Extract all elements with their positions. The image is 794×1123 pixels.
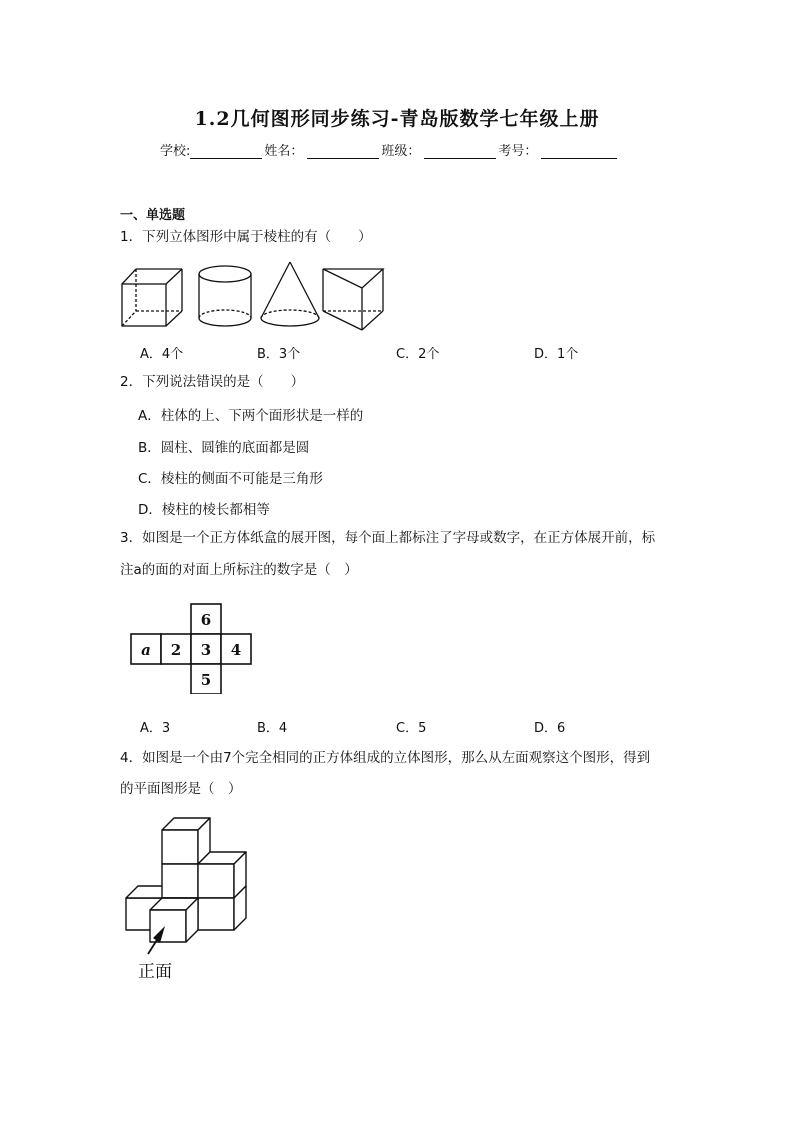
- q1-solids-figure: [118, 260, 388, 334]
- class-label: 班级：: [381, 144, 421, 159]
- page-title: 1.2几何图形同步练习-青岛版数学七年级上册: [194, 108, 600, 130]
- net-label-4: 4: [230, 641, 242, 659]
- q3-cube-net-figure: [128, 602, 254, 694]
- net-label-6: 6: [200, 611, 212, 629]
- q2-option-b: B．圆柱、圆锥的底面都是圆: [138, 440, 310, 456]
- class-blank: [424, 144, 496, 159]
- name-label: 姓名：: [264, 144, 304, 159]
- school-blank: [190, 144, 262, 159]
- q3-option-a: A．3: [140, 721, 171, 736]
- question-2-text: 2．下列说法错误的是（ ）: [120, 374, 305, 390]
- number-blank: [541, 144, 617, 159]
- question-4-line-2: 的平面图形是（ ）: [120, 781, 242, 797]
- front-view-label: 正面: [138, 962, 172, 982]
- q1-option-c: C．2个: [396, 347, 440, 362]
- cylinder-figure: [199, 266, 251, 326]
- q2-option-c: C．棱柱的侧面不可能是三角形: [138, 471, 323, 487]
- q3-option-d: D．6: [534, 721, 566, 736]
- student-info-line: [160, 140, 619, 159]
- q2-option-a: A．柱体的上、下两个面形状是一样的: [138, 408, 364, 424]
- net-label-5: 5: [200, 671, 212, 689]
- net-label-a: a: [141, 641, 151, 659]
- question-3-line-1: 3．如图是一个正方体纸盒的展开图，每个面上都标注了字母或数字，在正方体展开前，标: [120, 530, 656, 546]
- q4-cube-stack-figure: [120, 812, 260, 987]
- section-heading: 一、单选题: [120, 208, 186, 223]
- triangular-prism-figure: [323, 269, 383, 330]
- cone-figure: [261, 262, 319, 326]
- q1-option-a: A．4个: [140, 347, 184, 362]
- name-blank: [307, 144, 379, 159]
- net-label-3: 3: [200, 641, 212, 659]
- question-4-line-1: 4．如图是一个由7个完全相同的正方体组成的立体图形，那么从左面观察这个图形，得到: [120, 750, 651, 766]
- question-3-line-2: 注a的面的对面上所标注的数字是（ ）: [120, 562, 358, 578]
- q3-option-b: B．4: [257, 721, 288, 736]
- net-label-2: 2: [170, 641, 182, 659]
- q1-option-d: D．1个: [534, 347, 579, 362]
- q1-option-b: B．3个: [257, 347, 301, 362]
- school-label: 学校:: [160, 144, 191, 159]
- number-label: 考号：: [498, 144, 538, 159]
- q3-option-c: C．5: [396, 721, 427, 736]
- question-1-text: 1．下列立体图形中属于棱柱的有（ ）: [120, 229, 372, 245]
- q2-option-d: D．棱柱的棱长都相等: [138, 502, 270, 518]
- cube-figure: [122, 269, 182, 326]
